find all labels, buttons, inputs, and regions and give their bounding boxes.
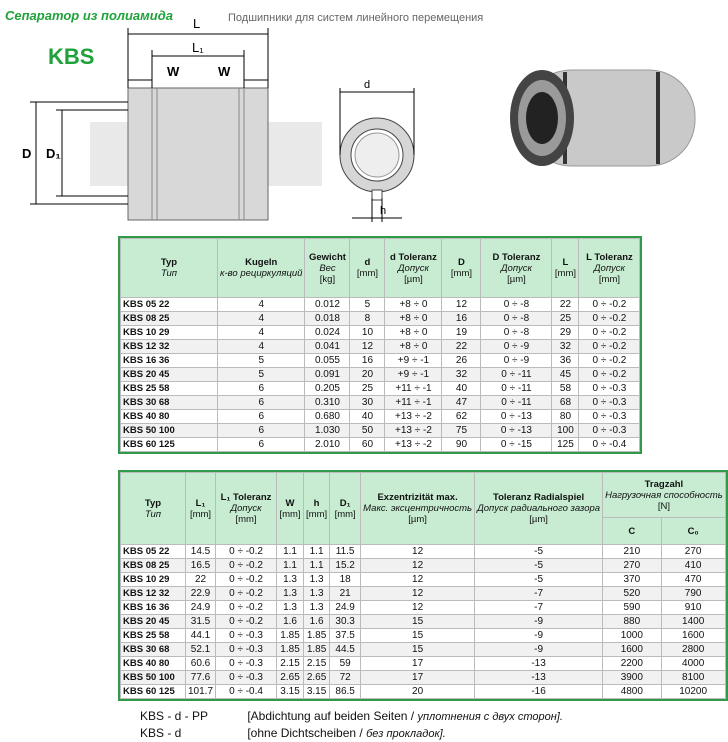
value-cell: +13 ÷ -2 (385, 438, 442, 452)
value-cell: 17 (361, 657, 475, 671)
value-cell: 2.65 (304, 671, 330, 685)
value-cell: 12 (361, 559, 475, 573)
value-cell: 22 (552, 298, 579, 312)
table-row (121, 629, 726, 643)
value-cell: 0 ÷ -0.2 (579, 312, 640, 326)
type-cell: KBS 12 32 (121, 587, 186, 601)
value-cell: 32 (552, 340, 579, 354)
type-cell: KBS 05 22 (121, 545, 186, 559)
column-header: D [mm] (442, 239, 481, 298)
value-cell: 2800 (661, 643, 725, 657)
dim-h-label: h (380, 205, 387, 217)
value-cell: 1.030 (305, 424, 350, 438)
value-cell: +11 ÷ -1 (385, 396, 442, 410)
value-cell: 1.85 (277, 643, 304, 657)
type-cell: KBS 08 25 (121, 312, 218, 326)
value-cell: 4000 (661, 657, 725, 671)
value-cell: -5 (475, 545, 603, 559)
value-cell: 50 (350, 424, 385, 438)
value-cell: 910 (661, 601, 725, 615)
table-row (121, 396, 640, 410)
spec-table-2-frame (118, 470, 728, 701)
dim-D-label: D (22, 146, 32, 161)
value-cell: 21 (330, 587, 361, 601)
dim-L1-label: L₁ (192, 40, 204, 55)
value-cell: 5 (350, 298, 385, 312)
bearing-body (128, 88, 268, 220)
table-row (121, 438, 640, 452)
value-cell: 25 (350, 382, 385, 396)
value-cell: 15 (361, 629, 475, 643)
value-cell: 0 ÷ -8 (481, 312, 552, 326)
value-cell: 77.6 (186, 671, 216, 685)
type-cell: KBS 40 80 (121, 657, 186, 671)
value-cell: 0 ÷ -0.3 (216, 671, 277, 685)
value-cell: 0 ÷ -0.3 (579, 396, 640, 410)
table-row (121, 643, 726, 657)
value-cell: 1.1 (304, 559, 330, 573)
value-cell: 270 (661, 545, 725, 559)
value-cell: -13 (475, 671, 603, 685)
column-header: Typ Тип (121, 473, 186, 545)
dim-L-label: L (193, 16, 201, 31)
value-cell: 47 (442, 396, 481, 410)
value-cell: 2.65 (277, 671, 304, 685)
table-row (121, 671, 726, 685)
value-cell: 80 (552, 410, 579, 424)
type-cell: KBS 50 100 (121, 671, 186, 685)
value-cell: 1.1 (304, 545, 330, 559)
type-cell: KBS 12 32 (121, 340, 218, 354)
table-row (121, 424, 640, 438)
category-subtitle: Подшипники для систем линейного перемещения (228, 12, 484, 24)
value-cell: -7 (475, 601, 603, 615)
value-cell: 0 ÷ -0.2 (579, 326, 640, 340)
value-cell: 520 (603, 587, 661, 601)
value-cell: 0 ÷ -0.3 (579, 382, 640, 396)
value-cell: 0 ÷ -11 (481, 396, 552, 410)
value-cell: 17 (361, 671, 475, 685)
value-cell: -5 (475, 573, 603, 587)
value-cell: 0 ÷ -0.3 (216, 643, 277, 657)
value-cell: 59 (330, 657, 361, 671)
type-cell: KBS 60 125 (121, 438, 218, 452)
column-header: Exzentrizität max. Макс. эксцентричность [µm] (361, 473, 475, 545)
value-cell: 1.85 (304, 629, 330, 643)
value-cell: 15 (361, 643, 475, 657)
value-cell: 4 (218, 340, 305, 354)
type-cell: KBS 10 29 (121, 326, 218, 340)
value-cell: 0.680 (305, 410, 350, 424)
value-cell: 4 (218, 312, 305, 326)
value-cell: 22 (442, 340, 481, 354)
value-cell: 12 (361, 545, 475, 559)
value-cell: 24.9 (186, 601, 216, 615)
note-code: KBS - d - PP (140, 709, 209, 723)
value-cell: 12 (442, 298, 481, 312)
table-row (121, 382, 640, 396)
technical-drawing (0, 0, 701, 235)
value-cell: 15.2 (330, 559, 361, 573)
value-cell: 4800 (603, 685, 661, 699)
value-cell: 12 (361, 573, 475, 587)
value-cell: -9 (475, 615, 603, 629)
value-cell: 60.6 (186, 657, 216, 671)
value-cell: 0 ÷ -0.3 (216, 657, 277, 671)
value-cell: 0 ÷ -0.4 (216, 685, 277, 699)
value-cell: 1400 (661, 615, 725, 629)
type-cell: KBS 05 22 (121, 298, 218, 312)
value-cell: 4 (218, 326, 305, 340)
table-row (121, 312, 640, 326)
value-cell: +11 ÷ -1 (385, 382, 442, 396)
type-cell: KBS 16 36 (121, 601, 186, 615)
value-cell: 10 (350, 326, 385, 340)
column-header: L₁ [mm] (186, 473, 216, 545)
value-cell: 22 (186, 573, 216, 587)
value-cell: 470 (661, 573, 725, 587)
value-cell: -7 (475, 587, 603, 601)
value-cell: 19 (442, 326, 481, 340)
series-code: KBS (48, 44, 95, 69)
column-header: Tragzahl Нагрузочная способность [N] (603, 473, 726, 518)
note-de: [Abdichtung auf beiden Seiten / (247, 709, 415, 723)
value-cell: 14.5 (186, 545, 216, 559)
type-cell: KBS 16 36 (121, 354, 218, 368)
value-cell: 29 (552, 326, 579, 340)
table-row (121, 326, 640, 340)
type-cell: KBS 10 29 (121, 573, 186, 587)
value-cell: -9 (475, 629, 603, 643)
table-row (121, 545, 726, 559)
value-cell: 20 (361, 685, 475, 699)
value-cell: 1000 (603, 629, 661, 643)
value-cell: 0.055 (305, 354, 350, 368)
value-cell: 22.9 (186, 587, 216, 601)
type-cell: KBS 20 45 (121, 368, 218, 382)
column-header: D₁ [mm] (330, 473, 361, 545)
value-cell: 6 (218, 382, 305, 396)
value-cell: 3.15 (304, 685, 330, 699)
value-cell: 8 (350, 312, 385, 326)
value-cell: 0 ÷ -9 (481, 354, 552, 368)
value-cell: 1.85 (277, 629, 304, 643)
value-cell: 1.1 (277, 545, 304, 559)
value-cell: 32 (442, 368, 481, 382)
type-cell: KBS 25 58 (121, 382, 218, 396)
value-cell: 1600 (603, 643, 661, 657)
value-cell: -5 (475, 559, 603, 573)
value-cell: 790 (661, 587, 725, 601)
value-cell: +9 ÷ -1 (385, 354, 442, 368)
product-photo (510, 70, 695, 166)
value-cell: 0 ÷ -8 (481, 298, 552, 312)
value-cell: 0 ÷ -0.2 (216, 587, 277, 601)
value-cell: 75 (442, 424, 481, 438)
note-de: [ohne Dichtscheiben / (247, 726, 363, 740)
value-cell: 125 (552, 438, 579, 452)
value-cell: 60 (350, 438, 385, 452)
value-cell: 4 (218, 298, 305, 312)
value-cell: 3900 (603, 671, 661, 685)
table-row (121, 368, 640, 382)
table-row (121, 587, 726, 601)
value-cell: 0 ÷ -0.2 (216, 545, 277, 559)
value-cell: 0.024 (305, 326, 350, 340)
type-cell: KBS 50 100 (121, 424, 218, 438)
value-cell: 0 ÷ -0.2 (579, 340, 640, 354)
table-row (121, 354, 640, 368)
value-cell: 6 (218, 410, 305, 424)
value-cell: 1.6 (304, 615, 330, 629)
value-cell: 0 ÷ -15 (481, 438, 552, 452)
value-cell: 0 ÷ -13 (481, 410, 552, 424)
value-cell: 590 (603, 601, 661, 615)
value-cell: 15 (361, 615, 475, 629)
value-cell: -13 (475, 657, 603, 671)
value-cell: 370 (603, 573, 661, 587)
value-cell: 90 (442, 438, 481, 452)
value-cell: 1600 (661, 629, 725, 643)
value-cell: 0 ÷ -0.4 (579, 438, 640, 452)
column-header: Toleranz Radialspiel Допуск радиального зазора [µm] (475, 473, 603, 545)
value-cell: 20 (350, 368, 385, 382)
value-cell: -16 (475, 685, 603, 699)
value-cell: 0 ÷ -0.2 (216, 559, 277, 573)
value-cell: 52.1 (186, 643, 216, 657)
value-cell: 6 (218, 438, 305, 452)
value-cell: 72 (330, 671, 361, 685)
value-cell: 0 ÷ -0.2 (216, 615, 277, 629)
table-row (121, 340, 640, 354)
value-cell: 1.3 (304, 587, 330, 601)
table-row (121, 685, 726, 699)
table-row (121, 601, 726, 615)
value-cell: 0 ÷ -0.2 (579, 368, 640, 382)
value-cell: 0.205 (305, 382, 350, 396)
value-cell: +8 ÷ 0 (385, 312, 442, 326)
value-cell: 36 (552, 354, 579, 368)
value-cell: +9 ÷ -1 (385, 368, 442, 382)
table-row (121, 615, 726, 629)
value-cell: 0 ÷ -11 (481, 368, 552, 382)
value-cell: 0.018 (305, 312, 350, 326)
table-row (121, 298, 640, 312)
table-row (121, 559, 726, 573)
dim-W-right-label: W (218, 64, 231, 79)
value-cell: +8 ÷ 0 (385, 298, 442, 312)
value-cell: 2.15 (304, 657, 330, 671)
value-cell: 210 (603, 545, 661, 559)
column-header: Gewicht Вес [kg] (305, 239, 350, 298)
note-code: KBS - d (140, 726, 182, 740)
column-header: Typ Тип (121, 239, 218, 298)
value-cell: 1.6 (277, 615, 304, 629)
value-cell: 0 ÷ -0.2 (579, 298, 640, 312)
value-cell: 45 (552, 368, 579, 382)
value-cell: 1.3 (304, 573, 330, 587)
column-header: W [mm] (277, 473, 304, 545)
value-cell: 0 ÷ -0.3 (216, 629, 277, 643)
value-cell: 24.9 (330, 601, 361, 615)
value-cell: 31.5 (186, 615, 216, 629)
value-cell: 0 ÷ -0.3 (579, 424, 640, 438)
value-cell: 10200 (661, 685, 725, 699)
variant-notes (140, 708, 563, 742)
value-cell: 2200 (603, 657, 661, 671)
value-cell: 0 ÷ -0.3 (579, 410, 640, 424)
value-cell: 100 (552, 424, 579, 438)
value-cell: 0 ÷ -0.2 (216, 601, 277, 615)
note-sealed (140, 708, 563, 725)
value-cell: 16.5 (186, 559, 216, 573)
value-cell: -9 (475, 643, 603, 657)
column-header: h [mm] (304, 473, 330, 545)
value-cell: 270 (603, 559, 661, 573)
column-header: D Toleranz Допуск [µm] (481, 239, 552, 298)
column-header: L₁ Toleranz Допуск [mm] (216, 473, 277, 545)
value-cell: 0 ÷ -8 (481, 326, 552, 340)
value-cell: 11.5 (330, 545, 361, 559)
value-cell: 1.85 (304, 643, 330, 657)
type-cell: KBS 08 25 (121, 559, 186, 573)
value-cell: +8 ÷ 0 (385, 326, 442, 340)
column-header: L [mm] (552, 239, 579, 298)
value-cell: 101.7 (186, 685, 216, 699)
value-cell: 0.012 (305, 298, 350, 312)
table-row (121, 657, 726, 671)
value-cell: 40 (442, 382, 481, 396)
value-cell: 2.15 (277, 657, 304, 671)
value-cell: 0 ÷ -0.2 (216, 573, 277, 587)
note-ru: уплотнения с двух сторон]. (417, 711, 563, 723)
type-cell: KBS 25 58 (121, 629, 186, 643)
value-cell: 40 (350, 410, 385, 424)
note-ru: без прокладок]. (366, 728, 446, 740)
value-cell: 44.5 (330, 643, 361, 657)
value-cell: 6 (218, 396, 305, 410)
spec-table-2 (120, 472, 726, 699)
value-cell: 1.3 (277, 601, 304, 615)
value-cell: 410 (661, 559, 725, 573)
note-unsealed (140, 725, 563, 742)
value-cell: 26 (442, 354, 481, 368)
dim-D1-label: D₁ (46, 146, 61, 161)
value-cell: 1.3 (304, 601, 330, 615)
separator-title: Сепаратор из полиамида (5, 8, 173, 23)
value-cell: 8100 (661, 671, 725, 685)
type-cell: KBS 40 80 (121, 410, 218, 424)
value-cell: +13 ÷ -2 (385, 410, 442, 424)
value-cell: 1.3 (277, 587, 304, 601)
dim-W-left-label: W (167, 64, 180, 79)
value-cell: 62 (442, 410, 481, 424)
value-cell: 25 (552, 312, 579, 326)
column-header: Kugeln к-во рециркуляций (218, 239, 305, 298)
value-cell: 880 (603, 615, 661, 629)
value-cell: 2.010 (305, 438, 350, 452)
value-cell: 0.091 (305, 368, 350, 382)
value-cell: +8 ÷ 0 (385, 340, 442, 354)
value-cell: 58 (552, 382, 579, 396)
type-cell: KBS 20 45 (121, 615, 186, 629)
value-cell: 0 ÷ -0.2 (579, 354, 640, 368)
value-cell: 37.5 (330, 629, 361, 643)
value-cell: 44.1 (186, 629, 216, 643)
value-cell: 30 (350, 396, 385, 410)
load-subheader: C₀ (661, 518, 725, 545)
value-cell: 68 (552, 396, 579, 410)
value-cell: 12 (350, 340, 385, 354)
value-cell: 6 (218, 424, 305, 438)
value-cell: 3.15 (277, 685, 304, 699)
spec-table-1-frame (118, 236, 642, 454)
type-cell: KBS 30 68 (121, 643, 186, 657)
value-cell: 0 ÷ -11 (481, 382, 552, 396)
value-cell: 86.5 (330, 685, 361, 699)
value-cell: 0 ÷ -9 (481, 340, 552, 354)
value-cell: 12 (361, 587, 475, 601)
column-header: L Toleranz Допуск [mm] (579, 239, 640, 298)
column-header: d [mm] (350, 239, 385, 298)
table-row (121, 410, 640, 424)
value-cell: 30.3 (330, 615, 361, 629)
value-cell: 1.1 (277, 559, 304, 573)
value-cell: 0 ÷ -13 (481, 424, 552, 438)
value-cell: 16 (442, 312, 481, 326)
value-cell: 0.041 (305, 340, 350, 354)
spec-table-1 (120, 238, 640, 452)
value-cell: 12 (361, 601, 475, 615)
value-cell: 0.310 (305, 396, 350, 410)
dim-d-label: d (364, 79, 371, 91)
load-subheader: C (603, 518, 661, 545)
value-cell: 5 (218, 368, 305, 382)
type-cell: KBS 60 125 (121, 685, 186, 699)
value-cell: 16 (350, 354, 385, 368)
value-cell: 1.3 (277, 573, 304, 587)
value-cell: +13 ÷ -2 (385, 424, 442, 438)
type-cell: KBS 30 68 (121, 396, 218, 410)
value-cell: 18 (330, 573, 361, 587)
column-header: d Toleranz Допуск [µm] (385, 239, 442, 298)
value-cell: 5 (218, 354, 305, 368)
table-row (121, 573, 726, 587)
